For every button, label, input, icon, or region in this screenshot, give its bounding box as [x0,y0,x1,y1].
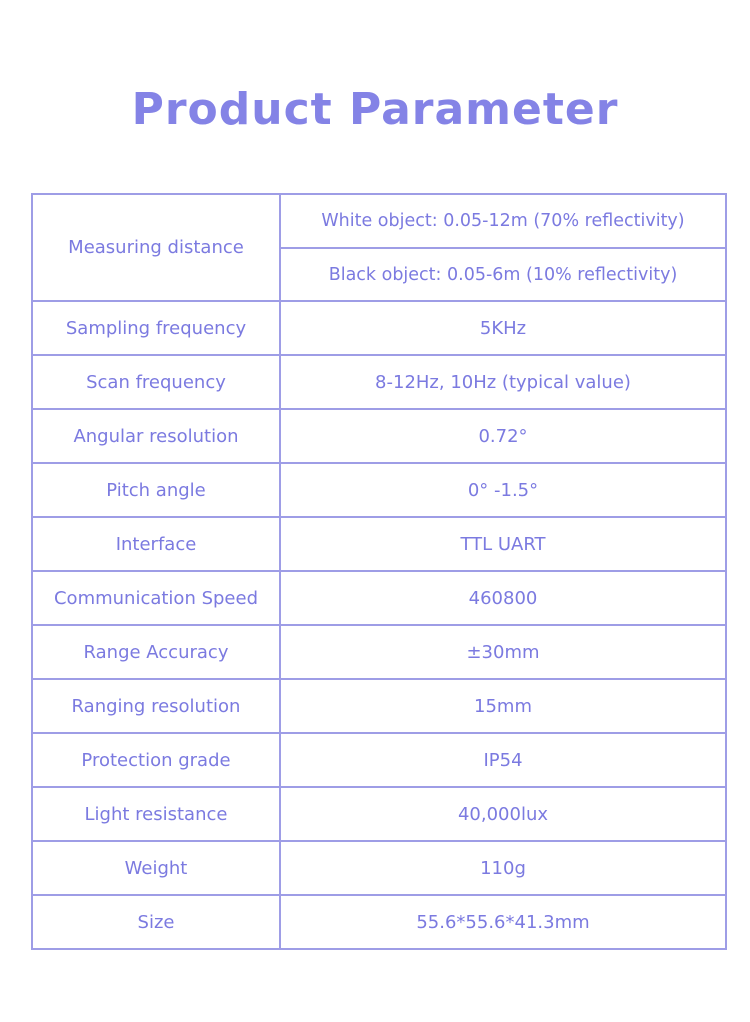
param-label: Interface [32,517,280,571]
table-row [32,571,726,625]
table-row [32,625,726,679]
table-row [32,733,726,787]
page-title: Product Parameter [131,84,619,135]
table-row [32,841,726,895]
table-row [32,463,726,517]
param-label: Size [32,895,280,949]
param-label: Range Accuracy [32,625,280,679]
table-row [32,895,726,949]
param-value: 0.72° [280,409,726,463]
param-value-black-object: Black object: 0.05-6m (10% reflectivity) [280,248,726,301]
parameter-table [31,193,727,950]
param-value: 460800 [280,571,726,625]
param-label: Ranging resolution [32,679,280,733]
param-value: 55.6*55.6*41.3mm [280,895,726,949]
param-value: TTL UART [280,517,726,571]
param-label: Protection grade [32,733,280,787]
param-value: IP54 [280,733,726,787]
param-label: Weight [32,841,280,895]
param-label: Light resistance [32,787,280,841]
param-value-white-object: White object: 0.05-12m (70% reflectivity) [280,194,726,248]
param-value: 110g [280,841,726,895]
table-row [32,355,726,409]
param-label: Scan frequency [32,355,280,409]
param-value: 15mm [280,679,726,733]
param-value: 40,000lux [280,787,726,841]
table-row [32,787,726,841]
param-label: Sampling frequency [32,301,280,355]
param-value: 5KHz [280,301,726,355]
param-value: 0° -1.5° [280,463,726,517]
param-label-measuring-distance: Measuring distance [32,194,280,301]
table-row [32,409,726,463]
param-label: Communication Speed [32,571,280,625]
table-row [32,517,726,571]
table-row [32,679,726,733]
param-label: Pitch angle [32,463,280,517]
param-label: Angular resolution [32,409,280,463]
table-row [32,194,726,248]
table-row [32,301,726,355]
param-value: ±30mm [280,625,726,679]
param-value: 8-12Hz, 10Hz (typical value) [280,355,726,409]
